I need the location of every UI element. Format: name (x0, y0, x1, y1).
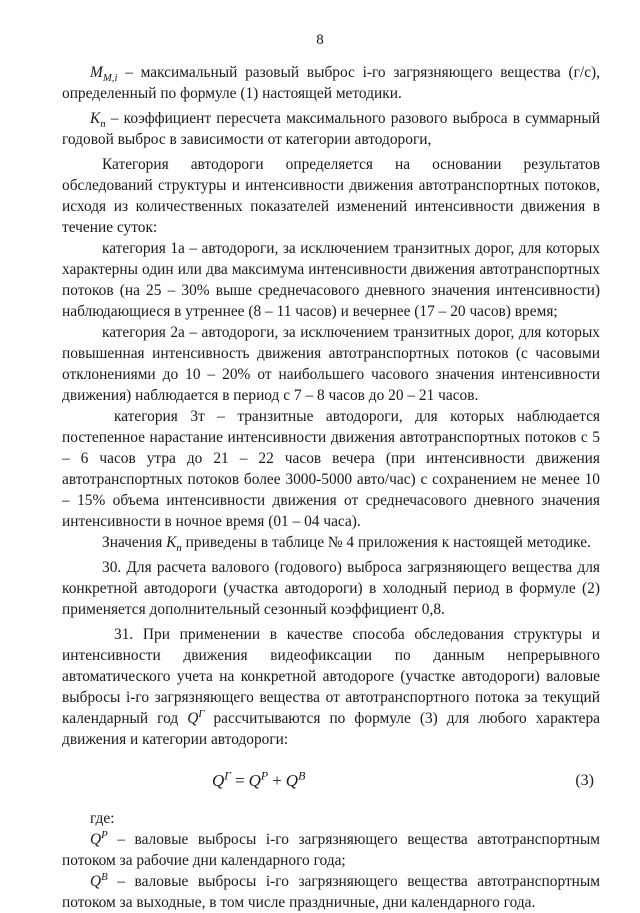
paragraph-kn-values (62, 532, 600, 553)
kn-values-suffix: приведены в таблице № 4 приложения к настоящей методике. (185, 534, 591, 551)
paragraph-category-intro: Категория автодороги определяется на основании результатов обследований структуры и интенсивности движения автотранспортных потоков, исходя из количественных показателей изменений интенсивности движения в течение суток: (62, 156, 600, 236)
paragraph-category-1a: категория 1а – автодороги, за исключением транзитных дорог, для которых характерны один или два максимума интенсивности движения автотранспортных потоков (на 25 – 30% выше среднечасового дневного значения интенсивности) наблюдающиеся в утреннее (8 – 11 часов) и вечернее (17 – 20 часов) время; (62, 240, 600, 320)
p31-prefix: 31. При применении в качестве способа обследования структуры и интенсивности движения видеофиксации по данным непрерывного автоматического учета на конкретной автодороге (участке автодороги) валовые выбросы i-го загрязняющего вещества от автотранспортного потока за текущий календарный год (62, 626, 600, 727)
where-label: где: (90, 810, 115, 827)
symbol-qg: $Q^Г$ (187, 707, 205, 727)
definition-mmi (62, 62, 600, 104)
symbol-mmi: $M_{M,i}$ (90, 64, 118, 85)
definition-mmi-text: – максимальный разовый выброс i-го загрязняющего вещества (г/с), определенный по формуле (1) настоящей методики. (62, 64, 600, 102)
definition-qr (62, 829, 600, 871)
symbol-qv: $Q^В$ (90, 870, 108, 890)
paragraph-category-2a: категория 2а – автодороги, за исключением транзитных дорог, для которых повышенная интенсивность движения автотранспортных потоков (с часовыми отклонениями до 10 – 20% от наибольшего часового значения интенсивности движения) наблюдается в период с 7 – 8 часов до 20 – 21 часов. (62, 324, 600, 404)
p31-suffix: рассчитываются по формуле (3) для любого характера движения и категории автодороги: (62, 710, 600, 748)
paragraph-30: 30. Для расчета валового (годового) выброса загрязняющего вещества для конкретной автодороги (участка автодороги) в холодный период в формуле (2) применяется дополнительный сезонный коэффициент 0,8. (62, 559, 600, 618)
symbol-kn-inline: $K_n$ (166, 534, 182, 555)
symbol-kn: $K_n$ (90, 110, 106, 131)
definition-qv-text: – валовые выбросы i-го загрязняющего вещества автотранспортным потоком за выходные, в том числе праздничные, дни календарного года. (62, 873, 600, 911)
definition-qv (62, 871, 600, 913)
body-text (62, 62, 600, 913)
symbol-qr: $Q^Р$ (90, 828, 108, 848)
definition-kn-text: – коэффициент пересчета максимального разового выброса в суммарный годовой выброс в зависимости от категории автодороги, (62, 110, 600, 148)
definition-qr-text: – валовые выбросы i-го загрязняющего вещества автотранспортным потоком за рабочие дни календарного года; (62, 831, 600, 869)
paragraph-category-3t: категория 3т – транзитные автодороги, для которых наблюдается постепенное нарастание интенсивности движения автотранспортных потоков с 5 – 6 часов утра до 21 – 22 часов вечера (при интенсивности движения автотранспортных потоков более 3000-5000 авто/час) с сохранением не менее 10 – 15% объема интенсивности движения от среднечасового дневного значения интенсивности в ночное время (01 – 04 часа). (62, 408, 600, 530)
paragraph-31 (62, 624, 600, 750)
page-number: 8 (316, 32, 324, 48)
kn-values-prefix: Значения (102, 534, 163, 551)
equation-number: (3) (575, 772, 594, 789)
formula-row (62, 760, 600, 804)
formula-3: $Q^Г = Q^Р + Q^В$ (212, 768, 306, 790)
definition-kn (62, 108, 600, 150)
